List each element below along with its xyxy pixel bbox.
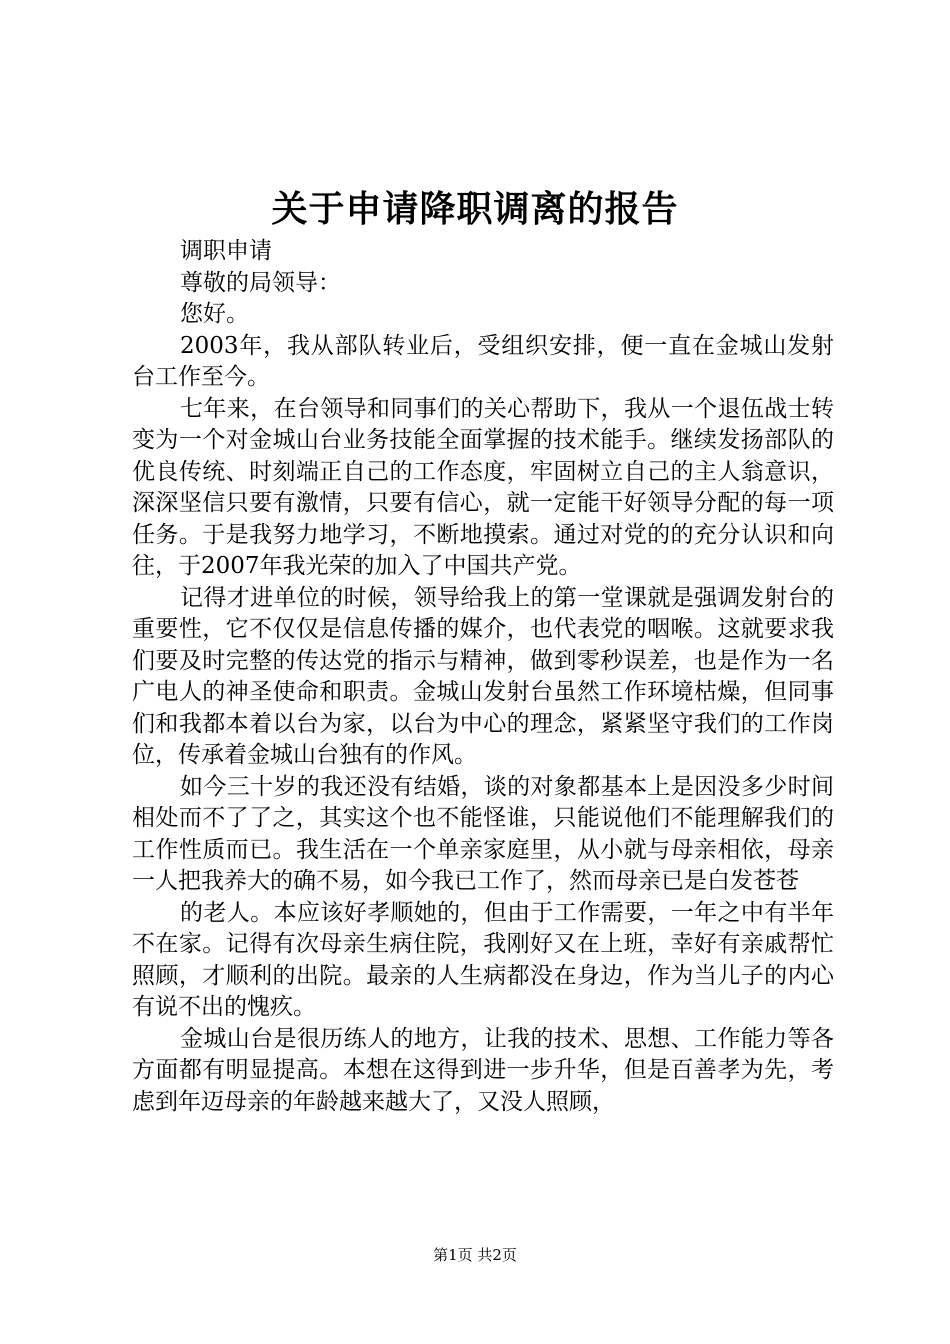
document-body [132, 236, 834, 1118]
paragraph: 记得才进单位的时候，领导给我上的第一堂课就是强调发射台的重要性，它不仅仅是信息传播的媒介，也代表党的咽喉。这就要求我们要及时完整的传达党的指示与精神，做到零秒误差，也是作为一名广电人的神圣使命和职责。金城山发射台虽然工作环境枯燥，但同事们和我都本着以台为家，以台为中心的理念，紧紧坚守我们的工作岗位，传承着金城山台独有的作风。 [132, 584, 834, 768]
document-title: 关于申请降职调离的报告 [271, 188, 679, 230]
paragraph: 七年来，在台领导和同事们的关心帮助下，我从一个退伍战士转变为一个对金城山台业务技能全面掌握的技术能手。继续发扬部队的优良传统、时刻端正自己的工作态度，牢固树立自己的主人翁意识，深深坚信只要有激情，只要有信心，就一定能干好领导分配的每一项任务。于是我努力地学习，不断地摸索。通过对党的的充分认识和向往，于2007年我光荣的加入了中国共产党。 [132, 395, 834, 579]
paragraph: 的老人。本应该好孝顺她的，但由于工作需要，一年之中有半年不在家。记得有次母亲生病住院，我刚好又在上班，幸好有亲戚帮忙照顾，才顺利的出院。最亲的人生病都没在身边，作为当儿子的内心有说不出的愧疚。 [132, 899, 834, 1020]
paragraph: 金城山台是很历练人的地方，让我的技术、思想、工作能力等各方面都有明显提高。本想在这得到进一步升华，但是百善孝为先，考虑到年迈母亲的年龄越来越大了，又没人照顾， [132, 1025, 834, 1115]
paragraph-salutation: 尊敬的局领导： [180, 269, 341, 296]
page-footer: 第1页 共2页 [433, 1246, 517, 1264]
paragraph: 如今三十岁的我还没有结婚，谈的对象都基本上是因没多少时间相处而不了了之，其实这个也不能怪谁，只能说他们不能理解我们的工作性质而已。我生活在一个单亲家庭里，从小就与母亲相依，母亲一人把我养大的确不易，如今我已工作了，然而母亲已是白发苍苍 [132, 773, 834, 894]
paragraph: 2003年，我从部队转业后，受组织安排，便一直在金城山发射台工作至今。 [132, 332, 834, 390]
paragraph-greeting: 您好。 [180, 301, 249, 327]
paragraph-heading: 调职申请 [180, 238, 272, 264]
